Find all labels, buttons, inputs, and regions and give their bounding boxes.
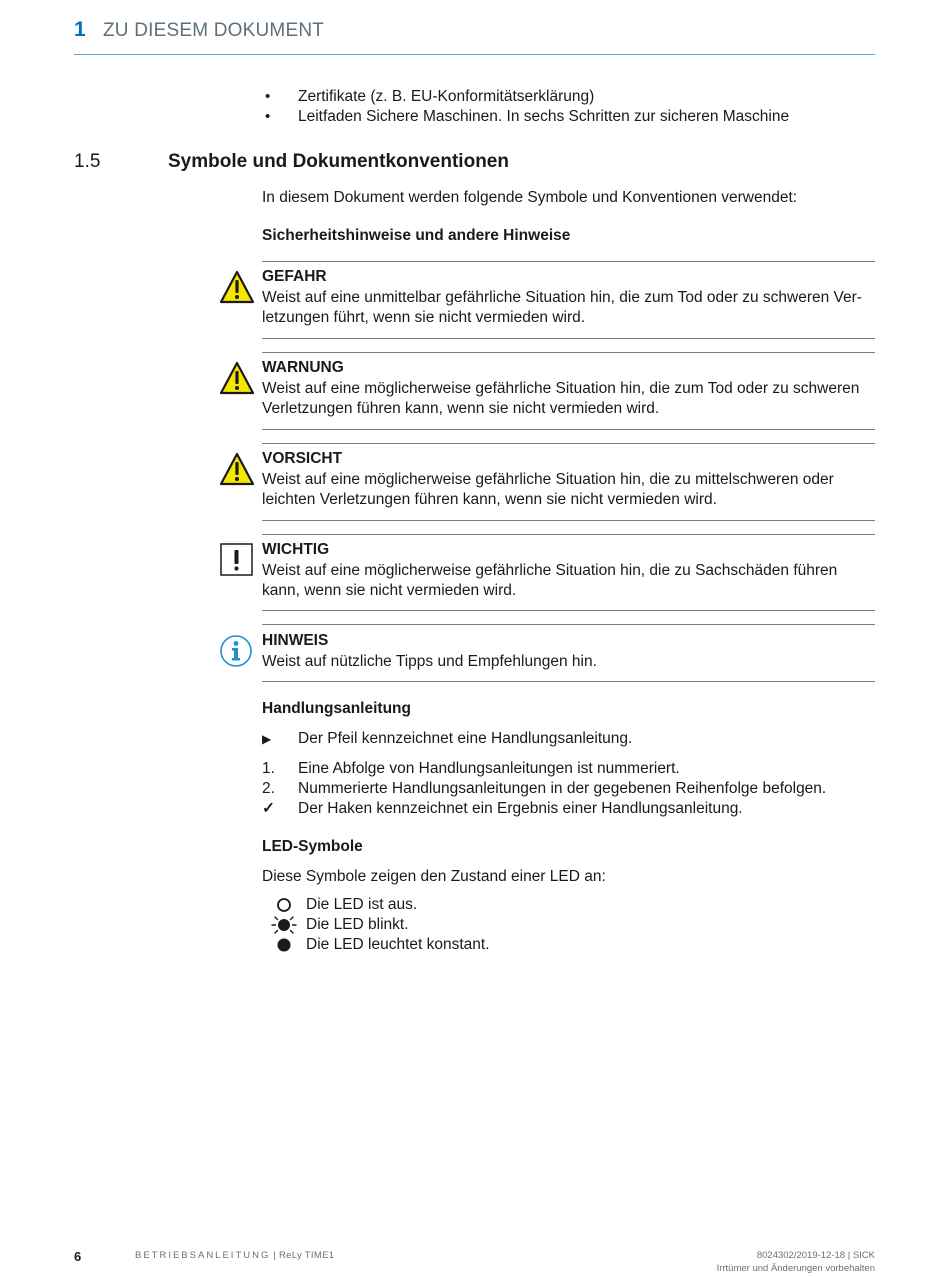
led-blinking-icon <box>271 914 297 936</box>
divider <box>262 610 875 611</box>
page-number: 6 <box>74 1249 82 1264</box>
section-intro: In diesem Dokument werden folgende Symbole und Konventionen verwendet: <box>262 189 798 206</box>
list-item: Zertifikate (z. B. EU-Konformitätserklärung) <box>298 88 595 105</box>
step-text: Nummerierte Handlungsanleitungen in der gegebenen Reihenfolge befolgen. <box>298 780 827 797</box>
led-intro: Diese Symbole zeigen den Zustand einer LED an: <box>262 868 606 885</box>
arrow-marker-icon: ▶ <box>262 732 272 746</box>
led-heading: LED-Symbole <box>262 838 363 855</box>
divider <box>262 624 875 625</box>
page-header <box>74 18 875 55</box>
step-marker: 1. <box>262 760 275 777</box>
notice-title: HINWEIS <box>262 632 329 649</box>
footer-separator: | <box>270 1250 280 1261</box>
warning-triangle-icon <box>219 361 255 395</box>
footer-disclaimer: Irrtümer und Änderungen vorbehalten <box>716 1263 875 1274</box>
divider <box>262 681 875 682</box>
list-item: Leitfaden Sichere Maschinen. In sechs Schritten zur sicheren Maschine <box>298 108 790 125</box>
notice-text: Weist auf nützliche Tipps und Empfehlungen hin. <box>262 653 597 670</box>
info-circle-icon <box>219 634 253 668</box>
chapter-title: ZU DIESEM DOKUMENT <box>103 20 325 41</box>
bullet-marker: • <box>265 108 271 125</box>
notice-text: Weist auf eine möglicherweise gefährliche Situation hin, die zu Sachschäden führen <box>262 562 838 579</box>
notice-title: WARNUNG <box>262 359 344 376</box>
notice-title: GEFAHR <box>262 268 327 285</box>
notice-title: VORSICHT <box>262 450 343 467</box>
instruction-arrow-text: Der Pfeil kennzeichnet eine Handlungsanleitung. <box>298 730 633 747</box>
divider <box>262 443 875 444</box>
notice-text: leichten Verletzungen führen kann, wenn sie nicht vermieden wird. <box>262 491 717 508</box>
step-text: Eine Abfolge von Handlungsanleitungen ist nummeriert. <box>298 760 680 777</box>
divider <box>262 338 875 339</box>
exclamation-box-icon <box>220 543 253 576</box>
notice-text: Verletzungen führen kann, wenn sie nicht vermieden wird. <box>262 400 660 417</box>
section-number: 1.5 <box>74 151 101 172</box>
notice-title: WICHTIG <box>262 541 330 558</box>
checkmark-icon: ✓ <box>262 800 275 817</box>
divider <box>262 352 875 353</box>
notice-text: Weist auf eine möglicherweise gefährliche Situation hin, die zum Tod oder zu schweren <box>262 380 860 397</box>
warning-triangle-icon <box>219 270 255 304</box>
notice-text: kann, wenn sie nicht vermieden wird. <box>262 582 517 599</box>
divider <box>262 429 875 430</box>
divider <box>262 520 875 521</box>
notice-text: Weist auf eine möglicherweise gefährliche Situation hin, die zu mittelschweren oder <box>262 471 834 488</box>
warning-triangle-icon <box>219 452 255 486</box>
bullet-marker: • <box>265 88 271 105</box>
led-on-icon <box>276 937 292 953</box>
led-item-text: Die LED blinkt. <box>306 916 409 933</box>
step-text: Der Haken kennzeichnet ein Ergebnis einer Handlungsanleitung. <box>298 800 743 817</box>
footer-product: ReLy TIME1 <box>279 1250 335 1261</box>
notice-text: Weist auf eine unmittelbar gefährliche Situation hin, die zum Tod oder zu schweren Ver- <box>262 289 862 306</box>
instructions-heading: Handlungsanleitung <box>262 700 411 717</box>
led-off-icon <box>276 897 292 913</box>
footer-document-title <box>135 1250 334 1261</box>
step-marker: 2. <box>262 780 275 797</box>
notice-text: letzungen führt, wenn sie nicht vermieden wird. <box>262 309 586 326</box>
led-item-text: Die LED leuchtet konstant. <box>306 936 490 953</box>
notices-heading: Sicherheitshinweise und andere Hinweise <box>262 227 571 244</box>
led-item-text: Die LED ist aus. <box>306 896 418 913</box>
chapter-number: 1 <box>74 18 86 41</box>
section-title: Symbole und Dokumentkonventionen <box>168 151 509 172</box>
footer-doc-reference: 8024302/2019-12-18 | SICK <box>756 1250 875 1261</box>
divider <box>262 534 875 535</box>
footer-doc-type: BETRIEBSANLEITUNG <box>135 1250 271 1261</box>
divider <box>262 261 875 262</box>
